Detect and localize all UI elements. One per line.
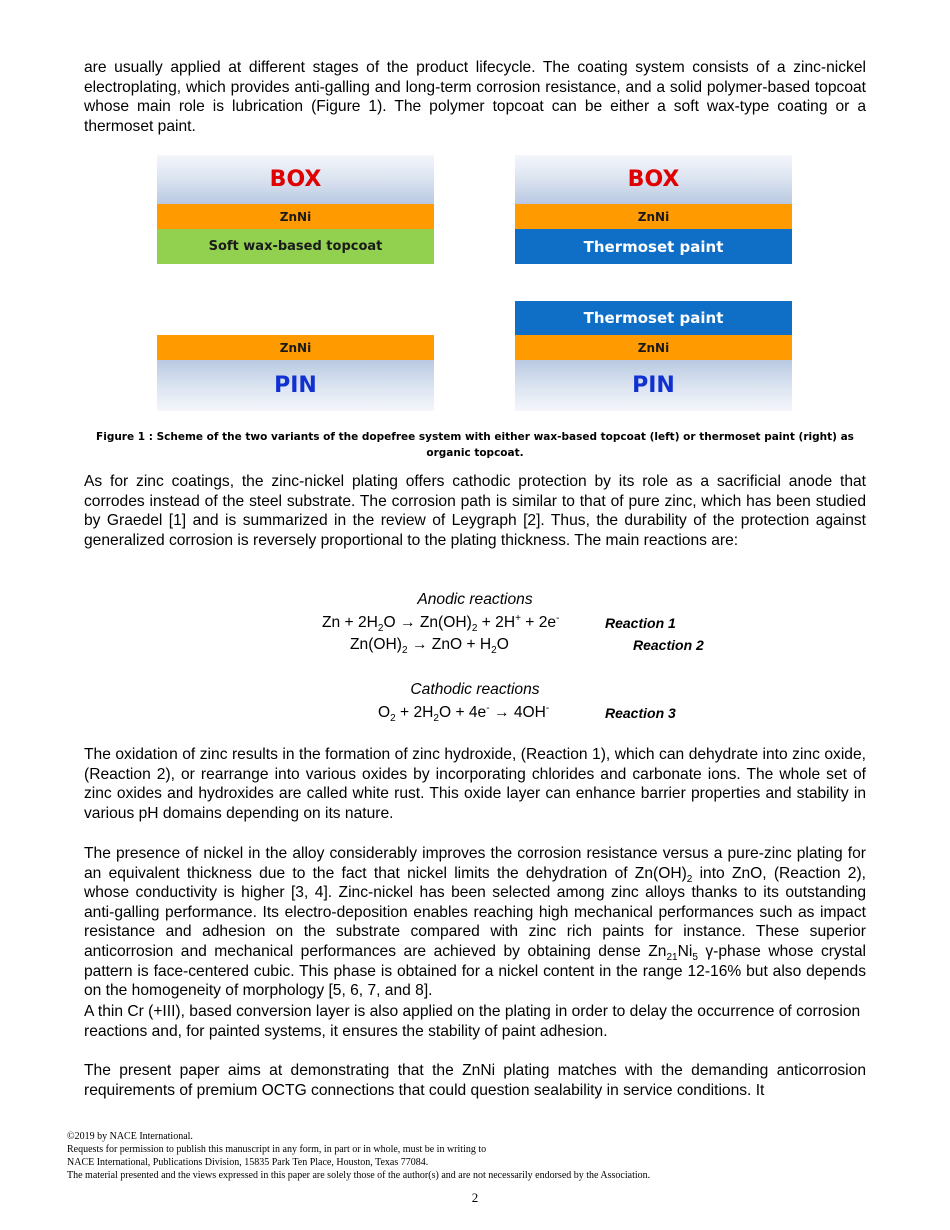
figure-box-wax: [157, 155, 434, 264]
znni-layer: ZnNi: [157, 335, 434, 360]
equation-2: $Zn(OH)_2$ → ZnO + $H_2O$: [350, 636, 509, 657]
pin-label: PIN: [157, 360, 434, 411]
thermoset-layer: Thermoset paint: [515, 229, 792, 264]
footer-permission: Requests for permission to publish this manuscript in any form, in part or in whole, must be in writing to: [67, 1144, 487, 1155]
paragraph-nickel: The presence of nickel in the alloy considerably improves the corrosion resistance versus a pure-zinc plating for an equivalent thickness due to the fact that nickel limits the dehydration of $Zn(OH)_2$ into ZnO, (Reaction 2), whose conductivity is higher [3, 4]. Zinc-nickel has been selected among zinc alloys thanks to its outstanding anti-galling performance. Its electro-deposition enables reaching high mechanical performances such as impact resistance and adhesion on the substrate compared with zinc rich paints for instance. These superior anticorrosion and mechanical performances are achieved by obtaining dense $Zn_{21}Ni_5$ γ-phase whose crystal pattern is face-centered cubic. This phase is obtained for a nickel content in the range 12-16% but also depends on the homogeneity of morphology [5, 6, 7, and 8].: [84, 845, 866, 1000]
pin-label: PIN: [515, 360, 792, 411]
paragraph-aim: The present paper aims at demonstrating that the ZnNi plating matches with the demanding anticorrosion requirements of premium OCTG connections that could question sealability in service conditions. It: [84, 1062, 866, 1099]
anodic-heading: Anodic reactions: [417, 591, 533, 608]
znni-layer: ZnNi: [515, 204, 792, 229]
figure-box-thermoset: [515, 155, 792, 264]
equation-1: $Zn + 2H_2O \to Zn(OH)_2 + 2H^+ + 2e^-$: [322, 612, 560, 635]
thermoset-layer: Thermoset paint: [515, 301, 792, 335]
znni-layer: ZnNi: [515, 335, 792, 360]
paragraph-chromium: A thin Cr (+III), based conversion layer is also applied on the plating in order to delay the occurrence of corrosion reactions and, for painted systems, it ensures the stability of paint adhesion.: [84, 1003, 861, 1040]
figure-pin-wax: [157, 335, 434, 411]
footer-copyright: ©2019 by NACE International.: [67, 1131, 193, 1142]
footer-disclaimer: The material presented and the views expressed in this paper are solely those of the author(s) and are not necessarily endorsed by the Association.: [67, 1170, 651, 1181]
paragraph-zinc: As for zinc coatings, the zinc-nickel plating offers cathodic protection by its role as a sacrificial anode that corrodes instead of the steel substrate. The corrosion path is similar to that of pure zinc, which has been studied by Graedel [1] and is summarized in the review of Leygraph [2]. Thus, the durability of the protection against generalized corrosion is reversely proportional to the plating thickness. The main reactions are:: [84, 473, 866, 549]
reaction-1-label: Reaction 1: [605, 615, 676, 631]
reaction-3-label: Reaction 3: [605, 705, 676, 721]
footer-address: NACE International, Publications Division, 15835 Park Ten Place, Houston, Texas 77084.: [67, 1157, 429, 1168]
box-label: BOX: [157, 155, 434, 204]
reaction-2-label: Reaction 2: [633, 637, 704, 653]
page-number: 2: [471, 1190, 479, 1205]
box-label: BOX: [515, 155, 792, 204]
figure-pin-thermoset: [515, 301, 792, 411]
wax-topcoat-layer: Soft wax-based topcoat: [157, 229, 434, 264]
cathodic-heading: Cathodic reactions: [410, 681, 540, 698]
paragraph-oxidation: The oxidation of zinc results in the formation of zinc hydroxide, (Reaction 1), which can dehydrate into zinc oxide, (Reaction 2), or rearrange into various oxides by incorporating chlorides and carbonate ions. The whole set of zinc oxides and hydroxides are called white rust. This oxide layer can enhance barrier properties and stability in various pH domains depending on its nature.: [84, 746, 866, 822]
figure-caption: Figure 1 : Scheme of the two variants of the dopefree system with either wax-based topcoat (left) or thermoset paint (right) as organic topcoat.: [96, 431, 854, 459]
znni-layer: ZnNi: [157, 204, 434, 229]
equation-3: $O_2 + 2H_2O + 4e^- \to 4OH^-$: [378, 702, 550, 725]
intro-paragraph: are usually applied at different stages of the product lifecycle. The coating system consists of a zinc-nickel electroplating, which provides anti-galling and long-term corrosion resistance, and a solid polymer-based topcoat whose main role is lubrication (Figure 1). The polymer topcoat can be either a soft wax-type coating or a thermoset paint.: [84, 59, 866, 135]
